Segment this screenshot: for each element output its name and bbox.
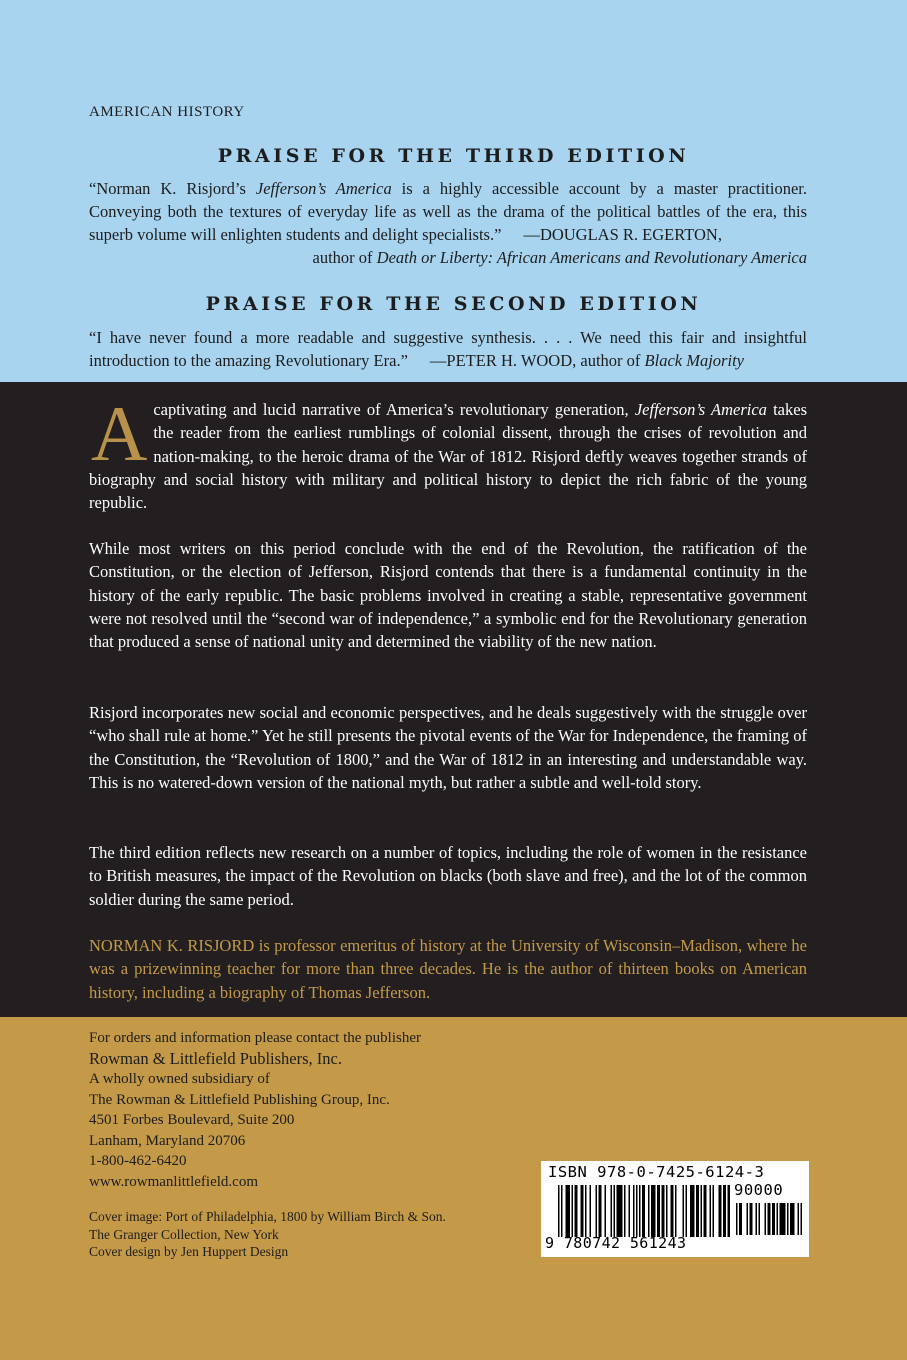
quote-text: “Norman K. Risjord’s (89, 179, 256, 198)
isbn-barcode (541, 1161, 809, 1257)
publisher-line: The Rowman & Littlefield Publishing Group, Inc. (89, 1091, 390, 1108)
barcode-bar (657, 1185, 660, 1237)
quote-author: —PETER H. WOOD, author of (429, 351, 645, 370)
barcode-bar (710, 1185, 712, 1237)
barcode-bar (599, 1185, 602, 1237)
barcode-bar (777, 1203, 779, 1235)
barcode-bar (787, 1203, 789, 1235)
credit-line: Cover image: Port of Philadelphia, 1800 by William Birch & Son. (89, 1209, 446, 1224)
barcode-bar (765, 1203, 767, 1235)
author-bio: NORMAN K. RISJORD is professor emeritus of history at the University of Wisconsin–Madison, where he was a prizewinning teacher for more than three decades. He is the author of thirteen books on American history, including a biography of Thomas Jefferson. (89, 936, 807, 1002)
book-title: Jefferson’s America (634, 400, 767, 419)
barcode-bar (768, 1203, 771, 1235)
paragraph-3: Risjord incorporates new social and economic perspectives, and he deals suggestively with the struggle over “who shall rule at home.” Yet he still presents the pivotal events of the War for Independence, the framing of the Constitution, the “Revolution of 1800,” and the War of 1812 in an interesting and understandable way. This is no watered-down version of the national myth, but rather a subtle and well-told story. (89, 703, 807, 792)
barcode-bar (701, 1185, 703, 1237)
publisher-name: Rowman & Littlefield Publishers, Inc. (89, 1048, 342, 1068)
drop-cap: A (91, 390, 148, 477)
barcode-bar (675, 1185, 677, 1237)
barcode-bar (617, 1185, 623, 1237)
publisher-line: A wholly owned subsidiary of (89, 1071, 270, 1087)
publisher-phone: 1-800-462-6420 (89, 1153, 187, 1169)
barcode-bar (747, 1203, 749, 1235)
barcode-bar (671, 1185, 674, 1237)
barcode-bar (558, 1185, 560, 1237)
barcode-bar (719, 1185, 722, 1237)
praise-third-heading: PRAISE FOR THE THIRD EDITION (217, 145, 690, 167)
barcode-bar (648, 1185, 650, 1237)
barcode-bar (790, 1203, 795, 1235)
barcode-bar (736, 1203, 738, 1235)
barcode-bar (629, 1185, 631, 1237)
barcode-bar (561, 1185, 563, 1237)
barcode-bar (596, 1185, 598, 1237)
cover-credits (89, 1208, 446, 1261)
barcode-bar (642, 1185, 645, 1237)
quote-credit: author of Death or Liberty: African Americans and Revolutionary America (312, 248, 807, 267)
quote-text: is a highly accessible account by a master practitioner. Conveying both the textures of everyday life as well as the drama of the political battles of the era, this superb volume will enlighten students and delight specialists.” (89, 179, 808, 244)
publisher-line: For orders and information please contact the publisher (89, 1030, 421, 1046)
barcode-bar (633, 1185, 635, 1237)
quote-wood (89, 326, 807, 372)
barcode-bar (585, 1185, 587, 1237)
barcode-bar (605, 1185, 607, 1237)
barcode-bar (590, 1185, 592, 1237)
barcode-bar (723, 1185, 726, 1237)
paragraph-2: While most writers on this period conclude with the end of the Revolution, the ratification of the Constitution, or the election of Jefferson, Risjord contends that there is a fundamental continuity in the history of the early republic. The basic problems involved in creating a stable, representative government were not resolved until the “second war of independence,” a symbolic end for the Revolutionary generation that produced a sense of national unity and determined the viability of the new nation. (89, 539, 807, 652)
addon-barcode-bars (736, 1203, 802, 1235)
barcode-bar (759, 1203, 761, 1235)
barcode-bar (798, 1203, 800, 1235)
barcode-bar (636, 1185, 638, 1237)
barcode-bar (704, 1185, 707, 1237)
barcode-bar (690, 1185, 695, 1237)
barcode-bar (756, 1203, 758, 1235)
publisher-city: Lanham, Maryland 20706 (89, 1132, 246, 1149)
publisher-section (0, 1017, 907, 1360)
price-addon-text: 90000 (734, 1181, 784, 1199)
barcode-bar (772, 1203, 775, 1235)
barcode-bar (739, 1203, 742, 1235)
barcode-bar (713, 1185, 715, 1237)
quote-text: “I have never found a more readable and suggestive synthesis. . . . We need this fair and insightful introduction to the amazing Revolutionary Era.” (89, 328, 807, 370)
quote-egerton (89, 177, 807, 269)
barcode-bar (639, 1185, 641, 1237)
barcode-bar (696, 1185, 699, 1237)
barcode-bar (581, 1185, 584, 1237)
barcode-bar (728, 1185, 731, 1237)
barcode-bar (666, 1185, 668, 1237)
description-section (0, 382, 907, 1017)
ean-digits: 9 780742 561243 (545, 1234, 687, 1252)
intro-paragraph: Acaptivating and lucid narrative of America’s revolutionary generation, Jefferson’s America takes the reader from the earliest rumblings of colonial dissent, through the crises of revolution and nation-making, to the heroic drama of the War of 1812. Risjord deftly weaves together strands of biography and social history with military and political history to depict the rich fabric of the young republic. (89, 390, 807, 513)
barcode-bar (686, 1185, 688, 1237)
barcode-bar (683, 1185, 685, 1237)
publisher-website: www.rowmanlittlefield.com (89, 1173, 258, 1190)
ean-barcode-bars (558, 1185, 730, 1237)
credit-title: Death or Liberty: African Americans and Revolutionary America (376, 248, 807, 267)
credit-title: Black Majority (644, 351, 744, 370)
barcode-bar (651, 1185, 656, 1237)
isbn-text: ISBN 978-0-7425-6124-3 (548, 1163, 765, 1181)
publisher-info (89, 1028, 421, 1192)
credit-line: The Granger Collection, New York (89, 1226, 279, 1242)
barcode-bar (780, 1203, 786, 1235)
barcode-bar (611, 1185, 613, 1237)
credit-line: Cover design by Jen Huppert Design (89, 1244, 289, 1259)
barcode-bar (750, 1203, 753, 1235)
barcode-bar (624, 1185, 626, 1237)
praise-second-heading: PRAISE FOR THE SECOND EDITION (205, 293, 702, 315)
barcode-bar (614, 1185, 616, 1237)
category-label: AMERICAN HISTORY (89, 104, 245, 120)
barcode-bar (662, 1185, 665, 1237)
barcode-bar (572, 1185, 574, 1237)
barcode-bar (575, 1185, 578, 1237)
barcode-bar (566, 1185, 571, 1237)
book-title: Jefferson’s America (255, 179, 392, 198)
barcode-bar (801, 1203, 803, 1235)
paragraph-4: The third edition reflects new research on a number of topics, including the role of women in the resistance to British measures, the impact of the Revolution on blacks (both slave and free), and the lot of the common soldier during the same period. (89, 843, 807, 909)
publisher-address: 4501 Forbes Boulevard, Suite 200 (89, 1112, 295, 1128)
quote-author: —DOUGLAS R. EGERTON, (523, 225, 722, 244)
praise-section (0, 0, 907, 382)
